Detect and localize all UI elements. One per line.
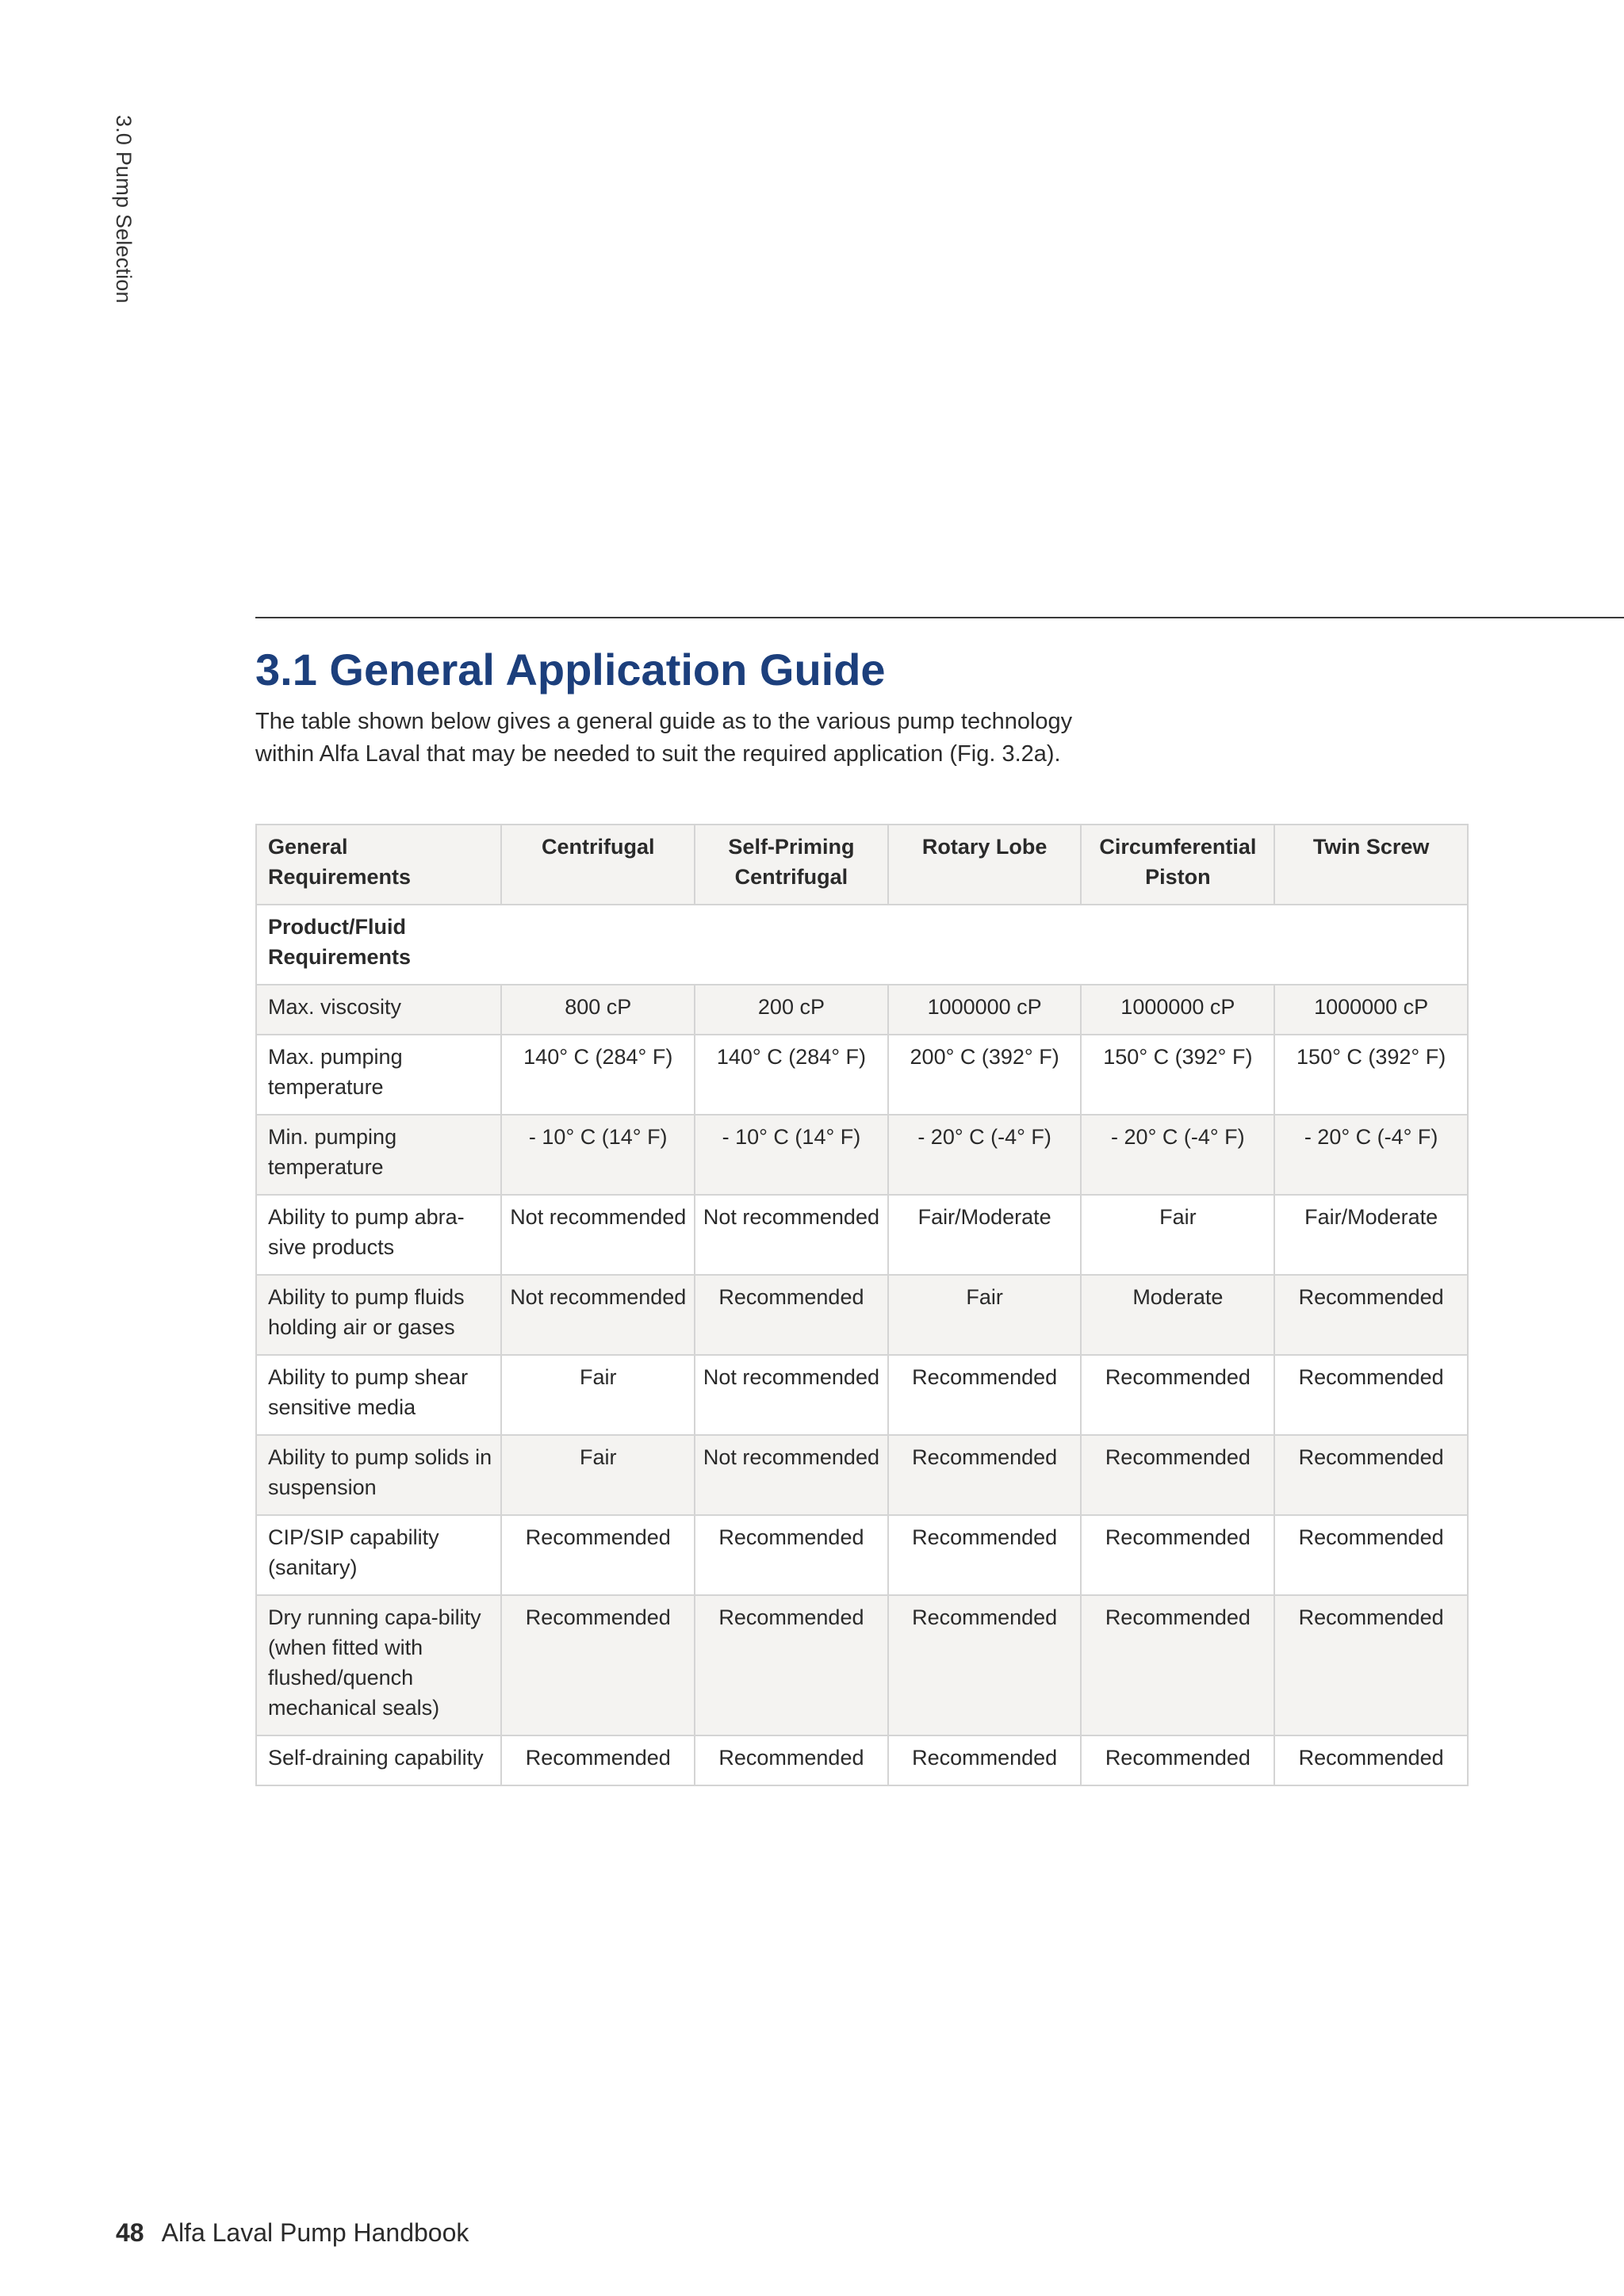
table-cell: Recommended bbox=[501, 1735, 695, 1785]
table-cell: Recommended bbox=[888, 1515, 1082, 1595]
row-label: Ability to pump fluids holding air or gases bbox=[256, 1275, 501, 1355]
table-cell: Recommended bbox=[695, 1515, 888, 1595]
table-cell: Not recommended bbox=[695, 1195, 888, 1275]
table-cell: Recommended bbox=[1274, 1515, 1468, 1595]
intro-line-2: within Alfa Laval that may be needed to suit the required application (Fig. 3.2a). bbox=[255, 741, 1061, 767]
table-cell: 1000000 cP bbox=[1081, 985, 1274, 1035]
table-row bbox=[256, 1515, 1468, 1595]
table-cell: Recommended bbox=[1081, 1735, 1274, 1785]
table-cell: Recommended bbox=[1081, 1515, 1274, 1595]
table-cell: 150° C (392° F) bbox=[1274, 1035, 1468, 1115]
column-header: General Requirements bbox=[256, 825, 501, 905]
table-cell: Fair bbox=[501, 1355, 695, 1435]
table-cell: 140° C (284° F) bbox=[501, 1035, 695, 1115]
table-cell: 1000000 cP bbox=[888, 985, 1082, 1035]
row-label: Self-draining capability bbox=[256, 1735, 501, 1785]
table-cell: Recommended bbox=[888, 1735, 1082, 1785]
table-row bbox=[256, 1355, 1468, 1435]
table-cell: 200° C (392° F) bbox=[888, 1035, 1082, 1115]
column-header: Rotary Lobe bbox=[888, 825, 1082, 905]
table-cell: 140° C (284° F) bbox=[695, 1035, 888, 1115]
table-cell: Fair bbox=[501, 1435, 695, 1515]
row-label: Max. viscosity bbox=[256, 985, 501, 1035]
row-label: Ability to pump solids in suspension bbox=[256, 1435, 501, 1515]
row-label: Dry running capa-bility (when fitted with flushed/quench mechanical seals) bbox=[256, 1595, 501, 1735]
table-row bbox=[256, 1435, 1468, 1515]
table-cell: Recommended bbox=[1081, 1355, 1274, 1435]
table-cell: Moderate bbox=[1081, 1275, 1274, 1355]
table-cell: Fair bbox=[1081, 1195, 1274, 1275]
table-cell: Recommended bbox=[888, 1435, 1082, 1515]
page-title: 3.1 General Application Guide bbox=[255, 645, 886, 695]
page-footer bbox=[116, 2218, 469, 2248]
table-cell: 150° C (392° F) bbox=[1081, 1035, 1274, 1115]
table-cell: Not recommended bbox=[695, 1355, 888, 1435]
table-cell: Recommended bbox=[1081, 1435, 1274, 1515]
table-cell: Not recommended bbox=[501, 1275, 695, 1355]
section-label: 3.0 Pump Selection bbox=[112, 115, 136, 304]
table-cell: Recommended bbox=[501, 1595, 695, 1735]
table-row bbox=[256, 1735, 1468, 1785]
table-row bbox=[256, 1035, 1468, 1115]
section-divider bbox=[255, 617, 1624, 618]
column-header: Circumferential Piston bbox=[1081, 825, 1274, 905]
table-cell: Recommended bbox=[888, 1355, 1082, 1435]
table-row bbox=[256, 1195, 1468, 1275]
book-title: Alfa Laval Pump Handbook bbox=[161, 2218, 469, 2247]
table-cell: Not recommended bbox=[695, 1435, 888, 1515]
column-header: Self-Priming Centrifugal bbox=[695, 825, 888, 905]
table-cell: Recommended bbox=[695, 1595, 888, 1735]
page-number: 48 bbox=[116, 2218, 144, 2247]
row-label: CIP/SIP capability (sanitary) bbox=[256, 1515, 501, 1595]
row-label: Ability to pump shear sensitive media bbox=[256, 1355, 501, 1435]
table-cell: 1000000 cP bbox=[1274, 985, 1468, 1035]
row-label: Ability to pump abra-sive products bbox=[256, 1195, 501, 1275]
row-label: Max. pumping temperature bbox=[256, 1035, 501, 1115]
subheader-cell bbox=[256, 905, 1468, 985]
table-header-row bbox=[256, 825, 1468, 905]
subheader-label: Product/Fluid Requirements bbox=[268, 915, 412, 969]
table-cell: Not recommended bbox=[501, 1195, 695, 1275]
table-cell: Recommended bbox=[695, 1275, 888, 1355]
application-guide-table-container bbox=[255, 824, 1469, 1786]
column-header: Twin Screw bbox=[1274, 825, 1468, 905]
table-cell: Recommended bbox=[1081, 1595, 1274, 1735]
table-cell: Recommended bbox=[695, 1735, 888, 1785]
table-row bbox=[256, 1595, 1468, 1735]
table-subheader-row bbox=[256, 905, 1468, 985]
table-cell: Fair bbox=[888, 1275, 1082, 1355]
table-row bbox=[256, 1115, 1468, 1195]
row-label: Min. pumping temperature bbox=[256, 1115, 501, 1195]
table-row bbox=[256, 1275, 1468, 1355]
table-cell: Fair/Moderate bbox=[1274, 1195, 1468, 1275]
table-cell: - 20° C (-4° F) bbox=[1081, 1115, 1274, 1195]
intro-line-1: The table shown below gives a general guide as to the various pump technology bbox=[255, 709, 1073, 734]
table-cell: - 10° C (14° F) bbox=[695, 1115, 888, 1195]
column-header: Centrifugal bbox=[501, 825, 695, 905]
table-row bbox=[256, 985, 1468, 1035]
table-cell: Recommended bbox=[1274, 1275, 1468, 1355]
table-cell: 800 cP bbox=[501, 985, 695, 1035]
application-guide-table bbox=[255, 824, 1469, 1786]
intro-paragraph bbox=[255, 706, 1207, 771]
table-cell: Recommended bbox=[501, 1515, 695, 1595]
table-cell: - 10° C (14° F) bbox=[501, 1115, 695, 1195]
table-cell: Recommended bbox=[1274, 1735, 1468, 1785]
table-cell: Fair/Moderate bbox=[888, 1195, 1082, 1275]
table-cell: Recommended bbox=[888, 1595, 1082, 1735]
table-cell: Recommended bbox=[1274, 1355, 1468, 1435]
table-cell: - 20° C (-4° F) bbox=[1274, 1115, 1468, 1195]
table-cell: Recommended bbox=[1274, 1435, 1468, 1515]
table-cell: 200 cP bbox=[695, 985, 888, 1035]
table-cell: Recommended bbox=[1274, 1595, 1468, 1735]
table-cell: - 20° C (-4° F) bbox=[888, 1115, 1082, 1195]
